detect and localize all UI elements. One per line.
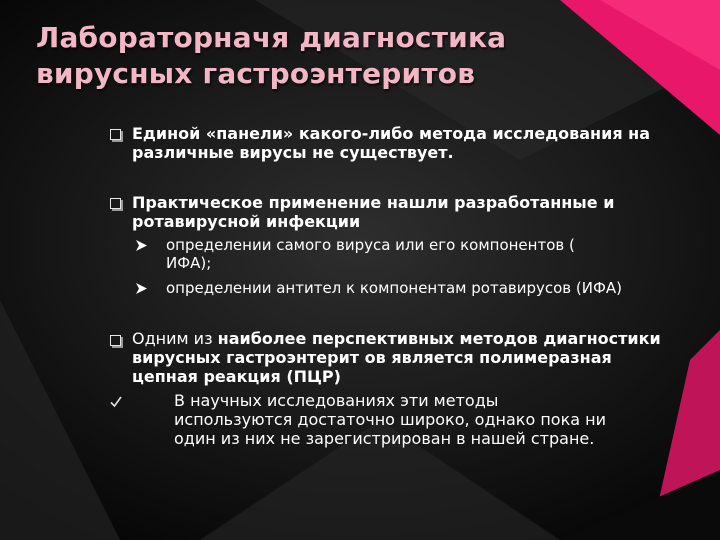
paragraph-2-line-1: Практическое применение нашли разработанные и: [132, 193, 615, 212]
sub-bullet-1-line-1: определении самого вируса или его компонентов (: [166, 236, 575, 254]
paragraph-3-line-1: [132, 329, 661, 348]
title-line-1: Лабораторначя диагностика: [36, 21, 507, 54]
paragraph-3-line-3: цепная реакция (ПЦР): [132, 367, 341, 386]
paragraph-1-line-2: различные вирусы не существует.: [132, 143, 454, 162]
paragraph-1-line-1: Единой «панели» какого-либо метода исследования на: [132, 124, 651, 143]
paragraph-4-line-2: используются достаточно широко, однако пока ни: [174, 410, 606, 429]
sub-bullet-2-line-1: определении антител к компонентам ротавирусов (ИФА): [166, 279, 622, 297]
paragraph-3-line-1-bold: наиболее перспективных методов диагностики: [217, 329, 661, 348]
paragraph-2-line-2: ротавирусной инфекции: [132, 212, 361, 231]
arrow-bullet-icon: [136, 283, 147, 294]
square-bullet-icon: [110, 198, 121, 209]
sub-bullet-1: [166, 236, 575, 272]
paragraph-4-line-3: один из них не зарегистрирован в нашей стране.: [174, 429, 595, 448]
square-bullet-icon: [110, 129, 121, 140]
paragraph-1: [132, 124, 650, 162]
sub-bullet-1-line-2: ИФА);: [166, 254, 212, 272]
title-line-2: вирусных гастроэнтеритов: [36, 57, 476, 90]
paragraph-4: [174, 391, 606, 448]
arrow-bullet-icon: [136, 240, 147, 251]
paragraph-3-line-2: вирусных гастроэнтерит ов является полимеразная: [132, 348, 612, 367]
paragraph-3: [132, 329, 661, 386]
check-bullet-icon: [110, 396, 122, 408]
paragraph-2: [132, 193, 614, 231]
paragraph-4-line-1: В научных исследованиях эти методы: [174, 391, 499, 410]
paragraph-3-line-1-normal: Одним из: [132, 329, 218, 348]
square-bullet-icon: [110, 335, 121, 346]
sub-bullet-2: [166, 279, 622, 297]
